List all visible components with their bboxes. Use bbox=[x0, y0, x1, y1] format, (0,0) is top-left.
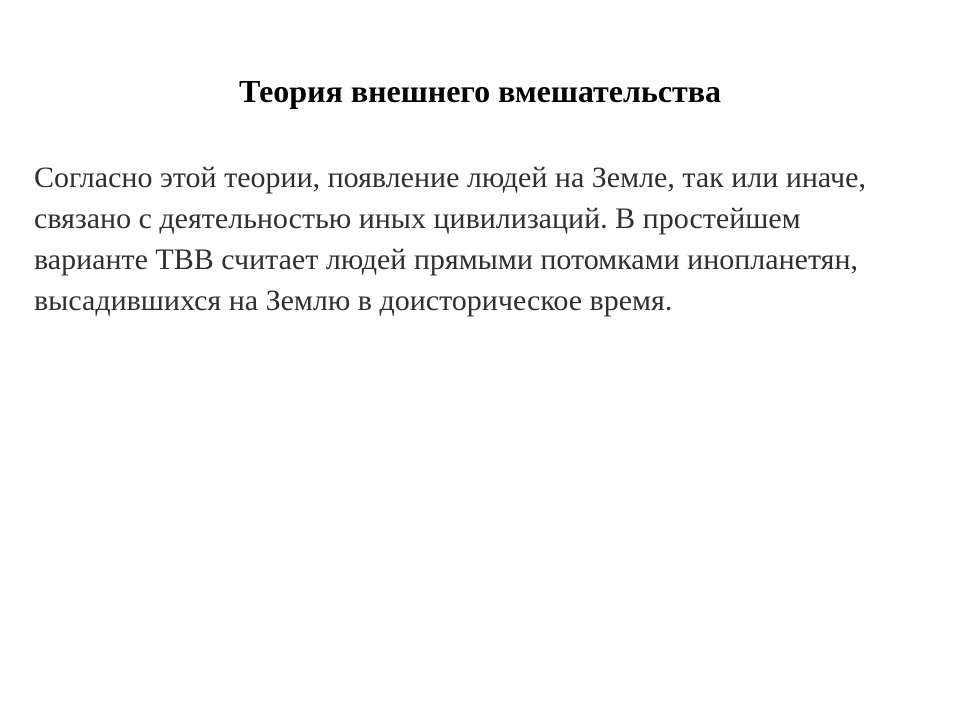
body-text-line: связано с деятельностью иных цивилизаций. В простейшем bbox=[34, 202, 801, 235]
body-text-line: варианте ТВВ считает людей прямыми потомками инопланетян, bbox=[34, 243, 859, 276]
body-text-line: Согласно этой теории, появление людей на Земле, так или иначе, bbox=[34, 161, 866, 194]
slide-title: Теория внешнего вмешательства bbox=[238, 73, 722, 109]
slide-body-paragraph bbox=[34, 157, 934, 321]
body-text-line: высадившихся на Землю в доисторическое время. bbox=[34, 284, 673, 317]
